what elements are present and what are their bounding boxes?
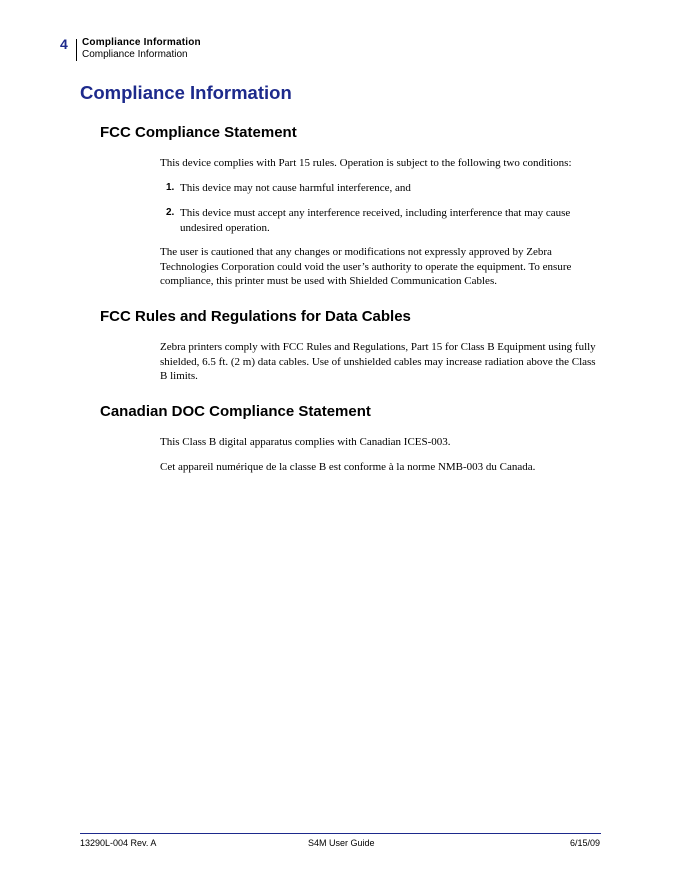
footer-document-number: 13290L-004 Rev. A: [80, 838, 157, 848]
canadian-ices-paragraph: This Class B digital apparatus complies with Canadian ICES-003.: [160, 436, 451, 448]
list-item-number: 2.: [166, 207, 175, 218]
section-heading-fcc-data-cables: FCC Rules and Regulations for Data Cables: [100, 308, 411, 325]
list-item-number: 1.: [166, 182, 175, 193]
running-header-section: Compliance Information: [82, 49, 188, 60]
footer-divider: [80, 833, 601, 834]
page-title: Compliance Information: [80, 82, 292, 103]
canadian-nmb-paragraph: Cet appareil numérique de la classe B est conforme à la norme NMB-003 du Canada.: [160, 461, 536, 473]
list-item-text: This device may not cause harmful interference, and: [180, 182, 411, 194]
page-number: 4: [60, 36, 68, 52]
footer-guide-title: S4M User Guide: [308, 838, 375, 848]
list-item: [160, 181, 602, 196]
fcc-caution-paragraph: The user is cautioned that any changes or modifications not expressly approved by Zebra Technologies Corporation could void the user’s authority to operate the equipment. To ensure compliance, this printer must be used with Shielded Communication Cables.: [160, 246, 572, 287]
section-heading-fcc-compliance: FCC Compliance Statement: [100, 124, 297, 141]
footer-date: 6/15/09: [570, 838, 601, 848]
list-item-text: This device must accept any interference received, including interference that may cause undesired operation.: [180, 207, 571, 234]
fcc-intro-paragraph: This device complies with Part 15 rules. Operation is subject to the following two conditions:: [160, 157, 572, 169]
data-cables-paragraph: Zebra printers comply with FCC Rules and Regulations, Part 15 for Class B Equipment using fully shielded, 6.5 ft. (2 m) data cables. Use of unshielded cables may increase radiation above the Class B limits.: [160, 341, 596, 382]
list-item: [160, 206, 602, 235]
header-divider: [76, 39, 77, 61]
running-header-chapter: Compliance Information: [82, 37, 201, 48]
section-heading-canadian-doc: Canadian DOC Compliance Statement: [100, 403, 371, 420]
